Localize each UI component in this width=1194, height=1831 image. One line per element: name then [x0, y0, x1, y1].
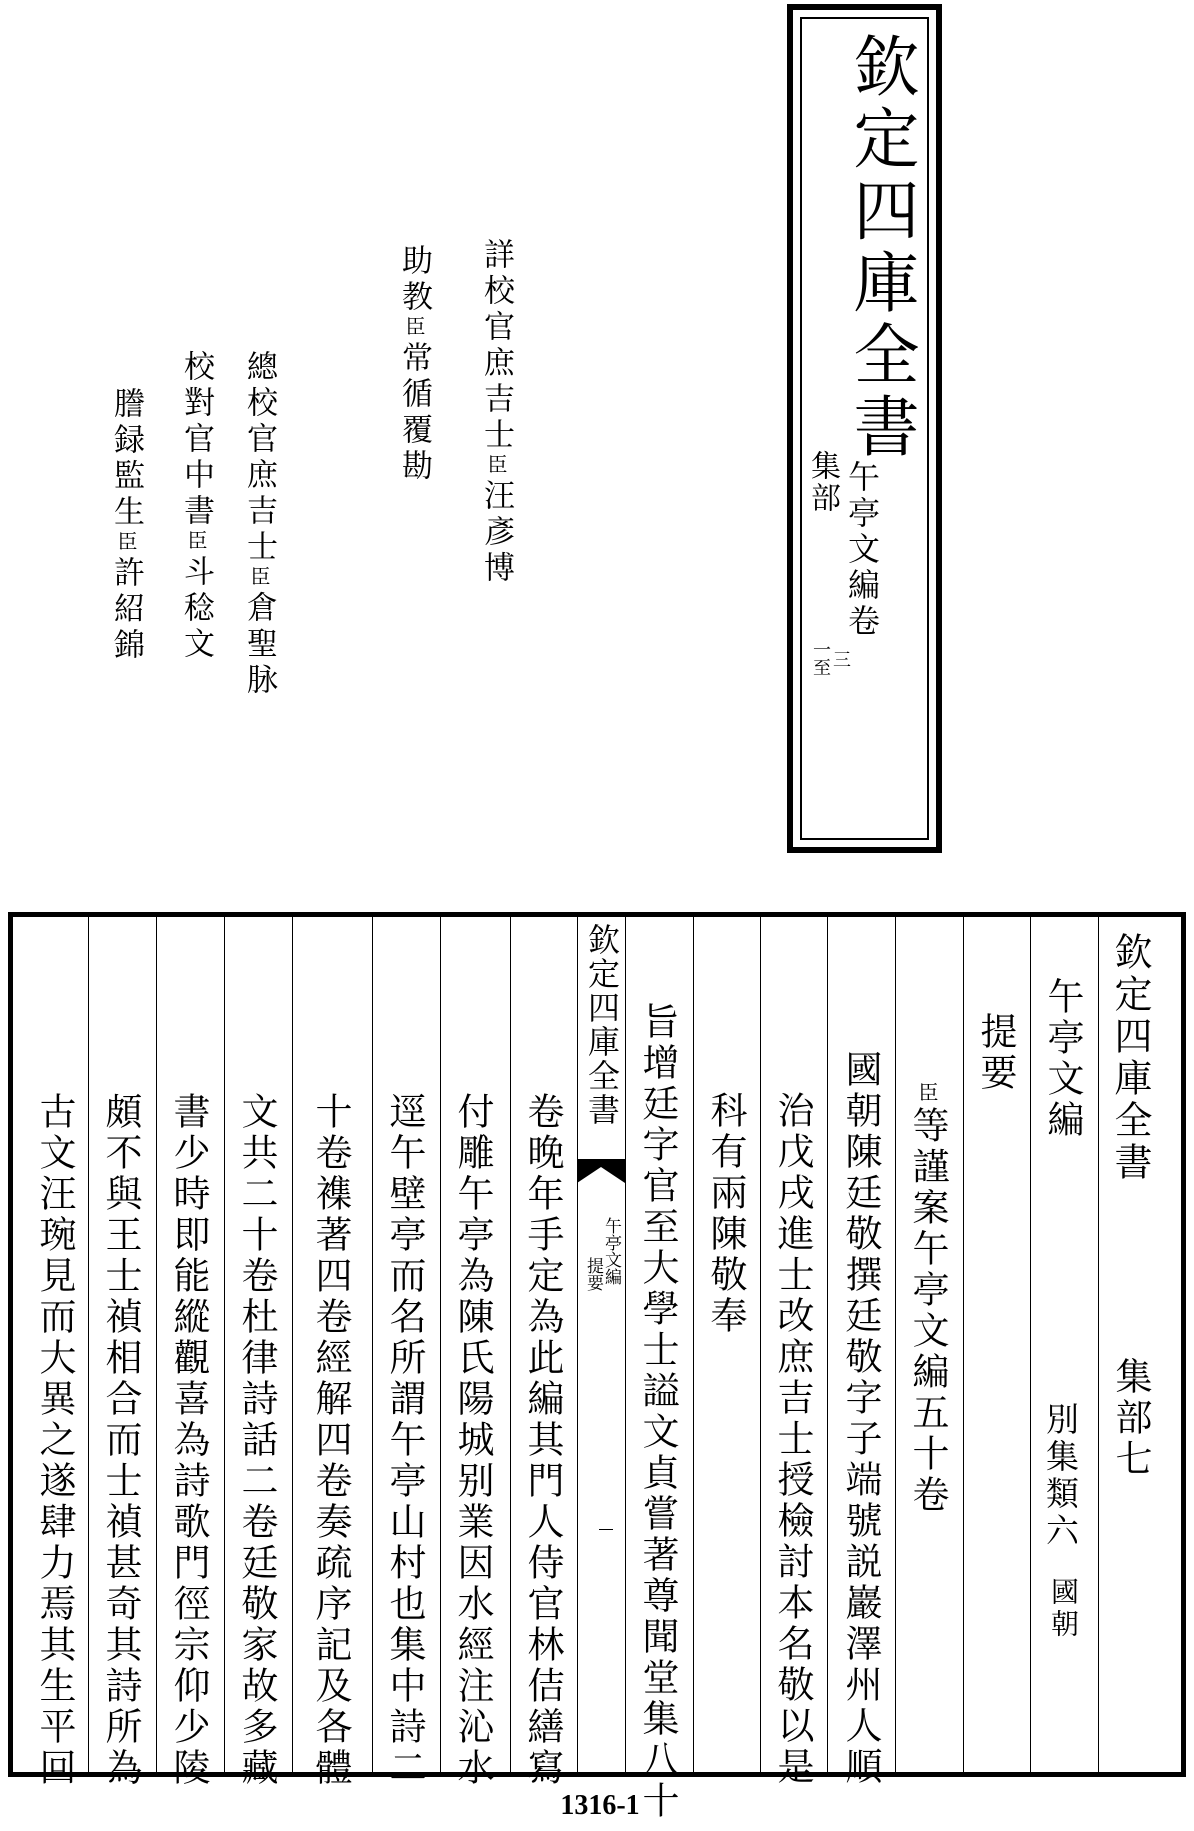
- column-rule: [693, 917, 694, 1772]
- credit-role: 助教: [396, 244, 432, 316]
- volume-range-left: 三: [830, 650, 851, 668]
- credit-mark: 臣: [184, 530, 208, 555]
- text-column: 旨增廷字官至大學士謚文貞嘗著尊聞堂集八十: [636, 1002, 679, 1822]
- tiyao-heading: 提要: [974, 1012, 1017, 1094]
- volume-title: 午亭文編卷: [843, 460, 881, 640]
- fold-strip: [577, 917, 625, 1772]
- credit-copyist: [104, 387, 149, 664]
- credit-name: 倉聖脉: [241, 591, 277, 699]
- credit-name: 斗稔文: [178, 555, 214, 663]
- book-title: 午亭文編: [1041, 977, 1084, 1141]
- credit-role: 謄録監生: [108, 387, 144, 531]
- category-label: 集部七: [1109, 1357, 1152, 1480]
- credit-detail-checker: [474, 238, 519, 587]
- text-column: 頗不與王士禎相合而士禎甚奇其詩所為: [99, 1092, 142, 1789]
- text-column: 科有兩陳敬奉: [704, 1091, 747, 1337]
- credit-mark: 臣: [114, 531, 138, 556]
- column-rule: [827, 917, 828, 1772]
- set-title: 欽定四庫全書: [842, 32, 919, 464]
- page-number: 1316-1: [560, 1790, 640, 1821]
- credit-name: 許紹錦: [108, 556, 144, 664]
- column-rule: [963, 917, 964, 1772]
- credit-name: 常循覆勘: [396, 341, 432, 485]
- column-rule: [156, 917, 157, 1772]
- credit-mark: 臣: [247, 566, 271, 591]
- credit-role: 總校官庶吉士: [241, 350, 277, 566]
- memo-mark: 臣: [915, 1082, 939, 1106]
- credit-mark: 臣: [484, 454, 508, 479]
- column-rule: [760, 917, 761, 1772]
- subcategory-label: 別集類六: [1041, 1402, 1080, 1550]
- strip-tiyao: 提要: [583, 1257, 603, 1291]
- column-rule: [88, 917, 89, 1772]
- fish-tail-mark: [577, 1159, 625, 1183]
- text-column: 書少時即能縱觀喜為詩歌門徑宗仰少陵: [167, 1092, 210, 1789]
- credit-role: 校對官中書: [178, 350, 214, 530]
- text-column: 逕午壁亭而名所謂午亭山村也集中詩二: [383, 1092, 426, 1789]
- column-rule: [440, 917, 441, 1772]
- text-column: 付雕午亭為陳氏陽城别業因水經注沁水: [451, 1092, 494, 1789]
- credit-name: 汪彥博: [478, 479, 514, 587]
- strip-title: 午亭文編: [601, 1217, 621, 1285]
- column-rule: [1030, 917, 1031, 1772]
- strip-page-mark: [599, 1529, 613, 1530]
- column-rule: [625, 917, 626, 1772]
- dynasty-label: 國朝: [1047, 1577, 1080, 1641]
- column-rule: [224, 917, 225, 1772]
- text-column: 古文汪琬見而大異之遂肆力焉其生平回: [33, 1092, 76, 1789]
- column-rule: [1098, 917, 1099, 1772]
- volume-range-right: 一至: [810, 640, 831, 676]
- text-column: 卷晚年手定為此編其門人侍官林佶繕寫: [521, 1092, 564, 1789]
- credit-assistant-reviewer: [392, 244, 437, 485]
- section-label: 集部: [805, 450, 840, 514]
- credit-mark: 臣: [402, 316, 426, 341]
- text-column: 治戊戌進士改庶吉士授檢討本名敬以是: [771, 1091, 814, 1788]
- text-column: 國朝陳廷敬撰廷敬字子端號説巖澤州人順: [839, 1050, 882, 1788]
- credit-role: 詳校官庶吉士: [478, 238, 514, 454]
- memo-text: 等謹案午亭文編五十卷: [906, 1106, 949, 1516]
- credit-collator: [174, 350, 219, 663]
- credit-chief-proofreader: [237, 350, 282, 699]
- strip-header: 欽定四庫全書: [583, 923, 621, 1127]
- page-header: 欽定四庫全書: [1108, 932, 1152, 1184]
- text-column-memo: [900, 1082, 954, 1516]
- column-rule: [372, 917, 373, 1772]
- title-label-box: [787, 4, 942, 853]
- text-column: 文共二十卷杜律詩話二卷廷敬家故多藏: [235, 1092, 278, 1789]
- column-rule: [510, 917, 511, 1772]
- column-rule: [292, 917, 293, 1772]
- text-column: 十卷襍著四卷經解四卷奏疏序記及各體: [309, 1092, 352, 1789]
- column-rule: [895, 917, 896, 1772]
